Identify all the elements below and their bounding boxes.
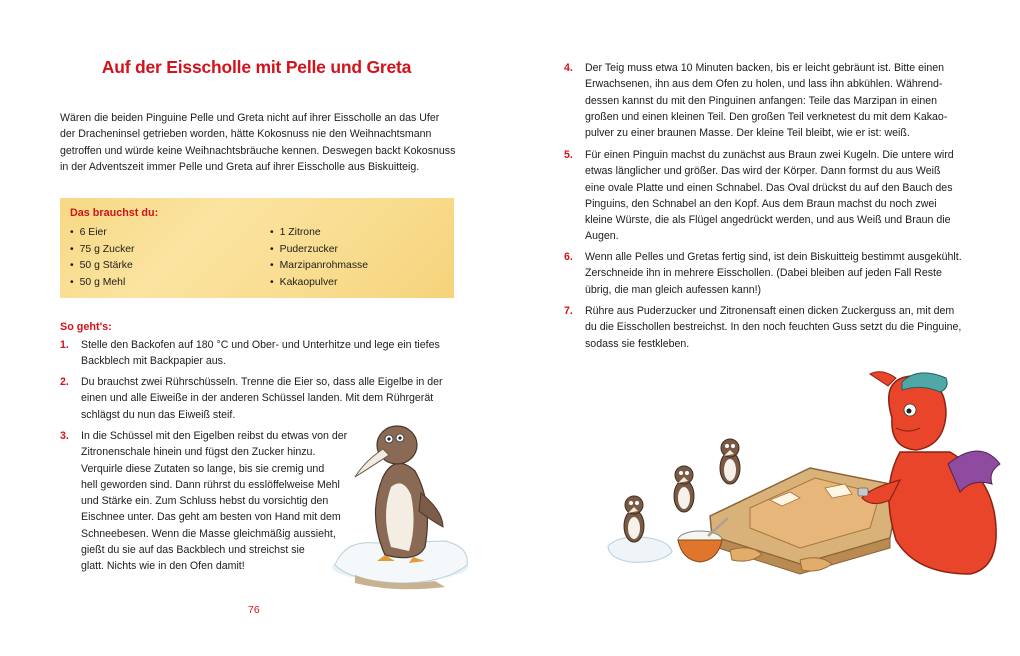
step-line: hell geworden sind. Dann rührst du esslöffelweise Mehl (81, 478, 340, 491)
step-line: glatt. Nichts wie in den Ofen damit! (81, 560, 245, 573)
marzipan-penguin (674, 466, 694, 512)
ingredient-item: • 50 g Mehl (70, 275, 135, 292)
ingredient-item: • 6 Eier (70, 225, 135, 242)
step-line: Erwachsenen, ihn aus dem Ofen zu holen, und lass ihn abkühlen. Während- (585, 78, 943, 91)
penguin-on-ice-illustration (325, 415, 475, 590)
step-line: Für einen Pinguin machst du zunächst aus Braun zwei Kugeln. Die untere wird (585, 149, 954, 161)
step-number: 7. (564, 305, 573, 317)
steps-heading: So geht's: (60, 321, 112, 333)
ingredients-heading: Das brauchst du: (70, 207, 159, 219)
step-line: einen und alle Eiweiße in der anderen Schüssel landen. Mit dem Rührgerät (81, 392, 434, 405)
step-line: gießt du sie auf das Backblech und streichst sie (81, 544, 305, 557)
step-line: und Stärke ein. Zum Schluss hebst du vorsichtig den (81, 495, 329, 508)
intro-line: getroffen und würde keine Weihnachtsbräuche kennen. Deswegen backt Kokosnuss (60, 144, 456, 157)
penguin-beak (355, 449, 389, 477)
step-line: eine ovale Platte und einen Schnabel. Das Oval drückst du auf den Bauch des (585, 181, 953, 194)
intro-line: in der Adventszeit immer Pelle und Greta auf ihrer Eisscholle aus Biskuitteig. (60, 160, 420, 173)
step-line: Verquirle diese Zutaten so lange, bis sie cremig und (81, 462, 325, 475)
step-line: etwas länglicher und größer. Das wird der Körper. Dann formst du aus Weiß (585, 165, 941, 178)
page-number: 76 (248, 604, 260, 616)
cookie-cutter (858, 488, 868, 496)
marzipan-penguin (624, 496, 644, 542)
penguin-pupil (398, 436, 401, 439)
step-number: 6. (564, 251, 573, 263)
step-line: Pinguins, den Schnabel an den Kopf. Aus dem Braun machst du noch zwei (585, 197, 937, 210)
ingredient-item: • 1 Zitrone (270, 225, 368, 242)
step-line: du die Eisschollen bestreichst. In den noch feuchten Guss setzt du die Pinguine, (585, 321, 962, 334)
intro-line: der Dracheninsel getrieben worden, hätte Kokosnuss nie den Weihnachtsmann (60, 128, 432, 141)
penguin-pupil (387, 437, 390, 440)
step-line: übrig, die man gleich aufessen kann!) (585, 283, 762, 296)
step-line: Rühre aus Puderzucker und Zitronensaft einen dicken Zuckerguss an, mit dem (585, 305, 955, 317)
step-line: dessen kannst du mit den Pinguinen anfangen: Teile das Marzipan in einen (585, 94, 937, 107)
step-line: Zerschneide ihn in mehrere Eisschollen. (Dabei bleiben auf jeden Fall Reste (585, 267, 942, 280)
ingredient-item: • Kakaopulver (270, 275, 368, 292)
penguin-belly (386, 483, 414, 551)
ingredient-item: • 50 g Stärke (70, 258, 135, 275)
step-line: großen und einen kleinen Teil. Den großen Teil verknetest du mit dem Kakao- (585, 110, 948, 123)
icing-bowl-side (678, 540, 722, 562)
dragon-baking-illustration (600, 368, 1010, 588)
step-line: Augen. (585, 230, 619, 243)
dragon-horn (870, 372, 896, 386)
step-line: kleine Würste, die als Flügel angedrückt werden, und aus Weiß und Braun die (585, 214, 951, 227)
step-number: 2. (60, 376, 69, 388)
step-line: pulver zu einer braunen Masse. Der kleine Teil bleibt, wie er ist: weiß. (585, 127, 910, 140)
step-line: Der Teig muss etwa 10 Minuten backen, bis er leicht gebräunt ist. Bitte einen (585, 62, 945, 74)
step-number: 4. (564, 62, 573, 74)
step-line: Stelle den Backofen auf 180 °C und Ober- und Unterhitze und lege ein tiefes (81, 339, 440, 351)
intro-line: Wären die beiden Pinguine Pelle und Greta nicht auf ihrer Eisscholle an das Ufer (60, 112, 440, 124)
right-page (510, 0, 1020, 656)
step-line: schlägst du nun das Eiweiß steif. (81, 408, 236, 421)
step-line: sodass sie festkleben. (585, 337, 690, 350)
dragon-pupil (907, 409, 912, 414)
ingredients-box (60, 198, 454, 298)
step-number: 1. (60, 339, 69, 351)
small-ice-floe (608, 537, 672, 562)
step-number: 5. (564, 149, 573, 161)
ingredients-list-left (70, 225, 135, 291)
step-line: In die Schüssel mit den Eigelben reibst du etwas von der (81, 430, 348, 442)
ingredient-item: • Puderzucker (270, 242, 368, 259)
ingredient-item: • 75 g Zucker (70, 242, 135, 259)
step-line: Zitronenschale hinein und fügst den Zucker hinzu. (81, 446, 316, 459)
intro-paragraph (60, 110, 460, 175)
recipe-title: Auf der Eisscholle mit Pelle und Greta (101, 57, 412, 77)
step-line: Eischnee unter. Das geht am besten von Hand mit dem (81, 511, 341, 524)
step-number: 3. (60, 430, 69, 442)
ingredients-list-right (270, 225, 368, 291)
step-line: Backblech mit Backpapier aus. (81, 355, 226, 368)
ingredient-item: • Marzipanrohmasse (270, 258, 368, 275)
step-line: Wenn alle Pelles und Gretas fertig sind, ist dein Biskuitteig bestimmt ausgekühlt. (585, 251, 962, 263)
step-line: Schneebesen. Wenn die Masse gleichmäßig aussieht, (81, 527, 336, 540)
marzipan-penguin (720, 439, 740, 484)
step-line: Du brauchst zwei Rührschüsseln. Trenne die Eier so, dass alle Eigelbe in der (81, 376, 443, 388)
